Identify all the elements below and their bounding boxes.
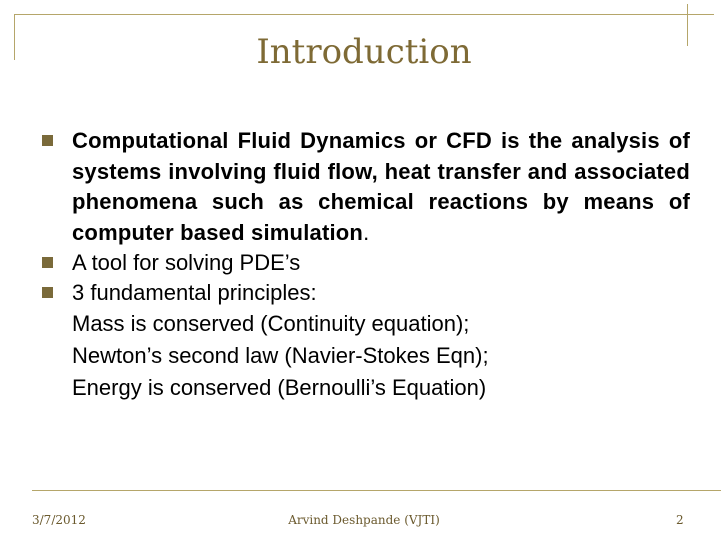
footer-page-number: 2 (676, 513, 684, 527)
bullet-item-pde-tool (40, 248, 690, 278)
footer-author: Arvind Deshpande (VJTI) (288, 513, 440, 527)
square-bullet-icon (42, 287, 53, 298)
footer-divider-line (32, 490, 721, 491)
bullet-item-principles (40, 278, 690, 308)
cfd-definition-period: . (363, 219, 370, 245)
cfd-definition-text: Computational Fluid Dynamics or CFD is the analysis of systems involving fluid flow, heat transfer and associated phenomena such as chemical reactions by means of computer based simulation (72, 128, 690, 245)
bullet-item-cfd-definition (40, 126, 690, 248)
principle-line-newton: Newton’s second law (Navier-Stokes Eqn); (72, 343, 489, 368)
footer-date: 3/7/2012 (32, 513, 86, 527)
principles-heading: 3 fundamental principles: (72, 280, 317, 305)
slide-title: Introduction (256, 32, 472, 72)
principle-line-energy: Energy is conserved (Bernoulli’s Equation) (72, 375, 487, 400)
pde-tool-text: A tool for solving PDE’s (72, 250, 301, 275)
slide-body (40, 126, 690, 404)
square-bullet-icon (42, 135, 53, 146)
top-border-line (14, 14, 714, 15)
square-bullet-icon (42, 257, 53, 268)
principle-line-mass: Mass is conserved (Continuity equation); (72, 311, 470, 336)
